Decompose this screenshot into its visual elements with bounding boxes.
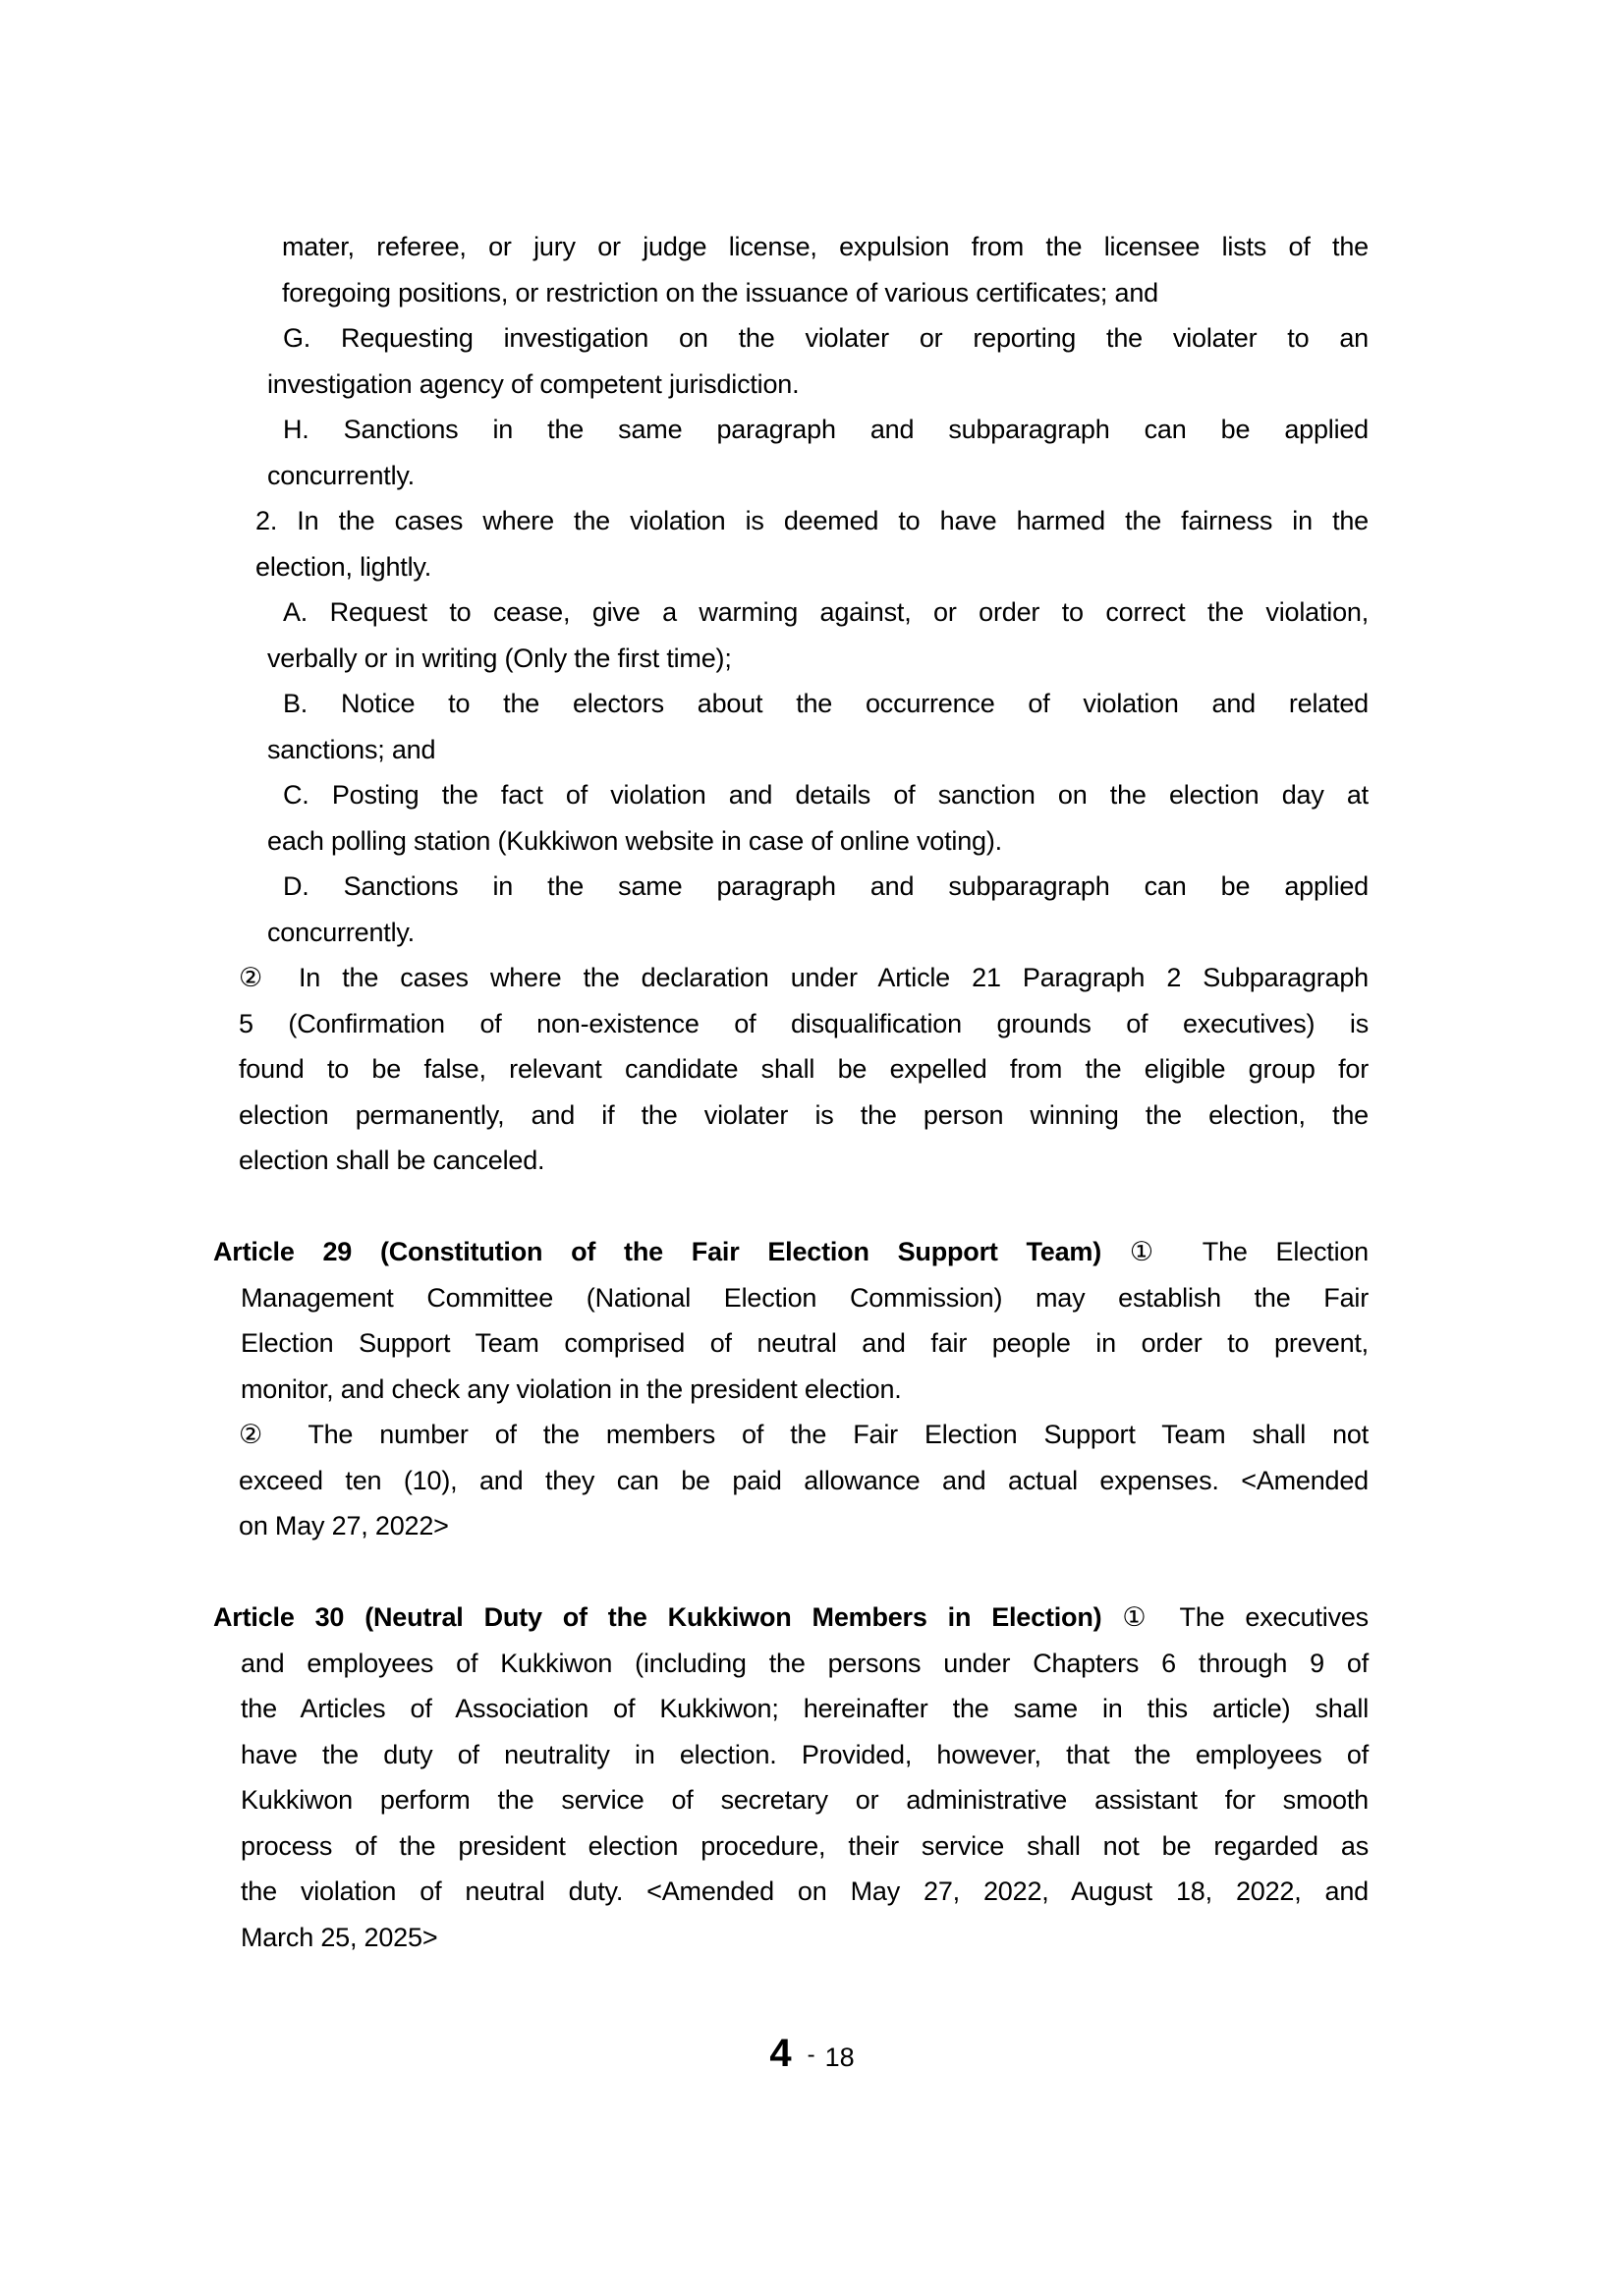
text-line: H. Sanctions in the same paragraph and subparagraph can be applied [283,415,1369,444]
article-title-bold: Article 29 (Constitution of the Fair Election Support Team) [213,1237,1102,1266]
item-2-a [211,589,1369,681]
paragraph-spacer [211,1184,1369,1230]
page-number-major: 4 [769,2032,792,2075]
text-line: concurrently. [267,460,415,490]
paragraph-spacer [211,1549,1369,1596]
item-f-continuation [211,224,1369,315]
text-line: investigation agency of competent jurisdiction. [267,368,800,399]
text-line: mater, referee, or jury or judge license, expulsion from the licensee lists of the [282,232,1369,261]
text-line: D. Sanctions in the same paragraph and subparagraph can be applied [283,871,1369,901]
page-number-separator: - [807,2042,815,2068]
text-line: on May 27, 2022> [239,1511,449,1540]
text-line: ② The number of the members of the Fair Election Support Team shall not [239,1420,1369,1449]
paragraph-2-false-declaration [211,955,1369,1184]
page-number-minor: 18 [824,2043,855,2072]
text-line: election permanently, and if the violater is the person winning the election, the [239,1099,1369,1130]
text-line: Article 30 (Neutral Duty of the Kukkiwon Members in Election) ① The executives [213,1602,1369,1632]
text-line: Election Support Team comprised of neutral and fair people in order to prevent, [241,1328,1369,1358]
text-line: G. Requesting investigation on the violater or reporting the violater to an [283,323,1369,353]
text-line: foregoing positions, or restriction on the issuance of various certificates; and [282,277,1158,308]
text-line: Kukkiwon perform the service of secretary or administrative assistant for smooth [241,1785,1369,1815]
text-line: process of the president election procedure, their service shall not be regarded as [241,1830,1369,1861]
item-2-b [211,681,1369,772]
item-g [211,315,1369,407]
text-line: Article 29 (Constitution of the Fair Election Support Team) ① The Election [213,1237,1369,1266]
document-body [211,224,1369,1960]
article-29 [211,1229,1369,1412]
text-line: found to be false, relevant candidate shall be expelled from the eligible group for [239,1054,1369,1084]
item-2 [211,498,1369,589]
text-line: B. Notice to the electors about the occurrence of violation and related [283,689,1369,718]
text-line: exceed ten (10), and they can be paid allowance and actual expenses. <Amended [239,1465,1369,1495]
item-2-c [211,772,1369,864]
text-line: 2. In the cases where the violation is deemed to have harmed the fairness in the [255,506,1369,535]
article-title-bold: Article 30 (Neutral Duty of the Kukkiwon Members in Election) [213,1602,1102,1632]
text-line: each polling station (Kukkiwon website in case of online voting). [267,825,1002,856]
page-footer [0,2032,1624,2076]
text-line: have the duty of neutrality in election. Provided, however, that the employees of [241,1739,1369,1769]
text-line: 5 (Confirmation of non-existence of disqualification grounds of executives) is [239,1008,1369,1038]
text-line: Management Committee (National Election Commission) may establish the Fair [241,1282,1369,1313]
article-30 [211,1595,1369,1960]
text-line: sanctions; and [267,734,436,764]
text-line: election, lightly. [255,551,431,582]
text-line: the violation of neutral duty. <Amended on May 27, 2022, August 18, 2022, and [241,1876,1369,1906]
article-29-paragraph-2 [211,1412,1369,1549]
text-line: A. Request to cease, give a warming against, or order to correct the violation, [283,597,1369,627]
text-line: monitor, and check any violation in the president election. [241,1373,902,1404]
text-line: ② In the cases where the declaration under Article 21 Paragraph 2 Subparagraph [239,963,1369,992]
text-line: election shall be canceled. [239,1146,545,1175]
text-line: concurrently. [267,917,415,947]
text-line: and employees of Kukkiwon (including the persons under Chapters 6 through 9 of [241,1648,1369,1678]
text-line: March 25, 2025> [241,1922,438,1952]
text-line: the Articles of Association of Kukkiwon; hereinafter the same in this article) shall [241,1694,1369,1723]
text-line: verbally or in writing (Only the first time); [267,643,732,673]
item-h [211,407,1369,498]
text-line: C. Posting the fact of violation and details of sanction on the election day at [283,780,1369,810]
item-2-d [211,864,1369,955]
